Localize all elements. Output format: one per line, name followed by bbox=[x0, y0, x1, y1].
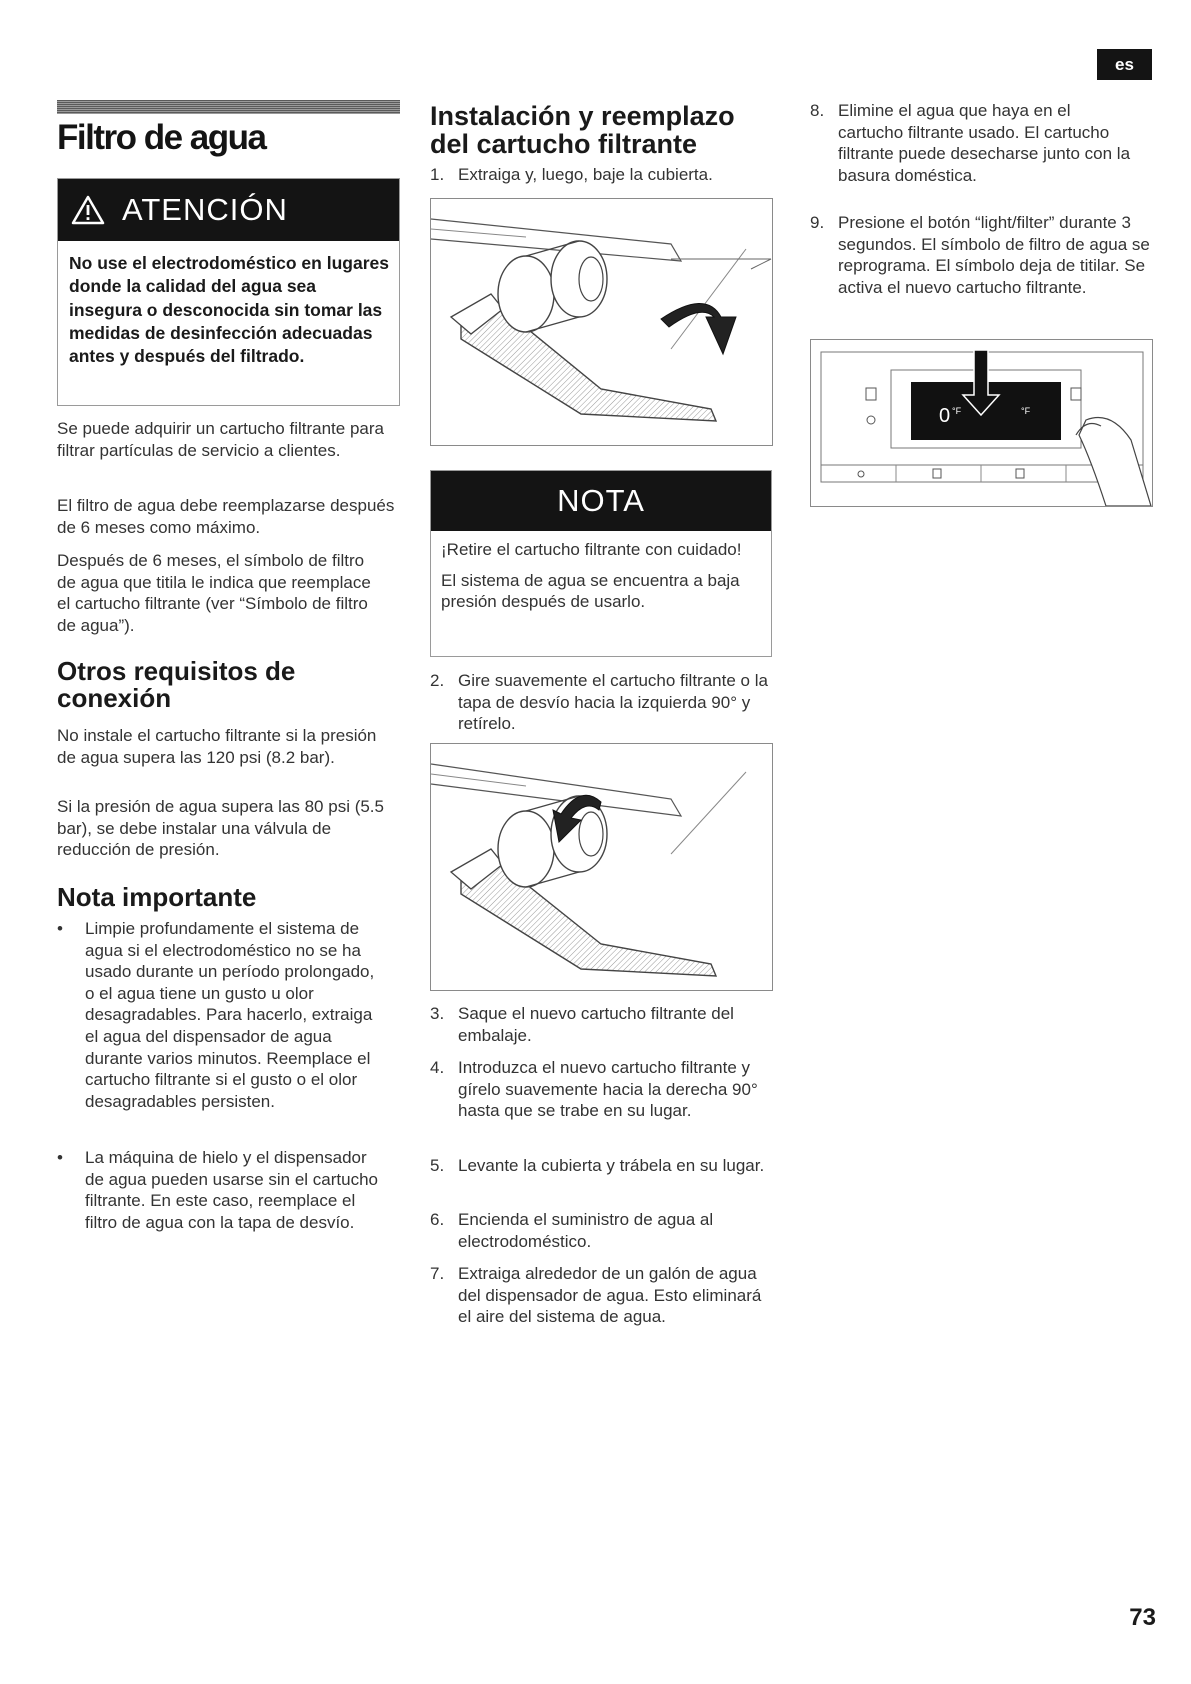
step-number: 1. bbox=[430, 165, 445, 184]
bullet-item bbox=[57, 918, 387, 1112]
warning-title: ATENCIÓN bbox=[122, 192, 288, 227]
warning-header bbox=[58, 179, 399, 241]
page-number: 73 bbox=[1129, 1604, 1156, 1631]
warning-triangle-icon bbox=[70, 194, 106, 226]
panel-unit-left: °F bbox=[952, 406, 962, 416]
bullet-text: Limpie profundamente el sistema de agua si el electrodoméstico no se ha usado durante un período prolongado, o el agua tiene un gusto u olor desagradables. Para hacerlo, extraiga el agua del dispensador de agua durante varios minutos. Reemplace el cartucho filtrante si el gusto o el olor desagradables persisten. bbox=[85, 919, 375, 1111]
filter-housing-drawing bbox=[431, 199, 772, 445]
bullet-marker: • bbox=[57, 1148, 63, 1167]
step-text: Presione el botón “light/filter” durante 3 segundos. El símbolo de filtro de agua se reprograma. El símbolo deja de titilar. Se activa el nuevo cartucho filtrante. bbox=[838, 213, 1150, 297]
step-item bbox=[430, 1003, 775, 1046]
paragraph: No instale el cartucho filtrante si la presión de agua supera las 120 psi (8.2 bar). bbox=[57, 726, 377, 767]
step-item bbox=[430, 670, 775, 735]
bullet-item bbox=[57, 1147, 387, 1233]
step-item bbox=[430, 1209, 775, 1252]
control-panel-illustration bbox=[810, 339, 1153, 507]
panel-unit-right: °F bbox=[1021, 406, 1031, 416]
step-number: 3. bbox=[430, 1004, 445, 1023]
top-rule bbox=[57, 100, 400, 114]
step-text: Extraiga alrededor de un galón de agua del dispensador de agua. Esto eliminará el aire del sistema de agua. bbox=[458, 1264, 762, 1327]
section-heading-other-requirements: Otros requisitos de conexión bbox=[57, 656, 296, 713]
step-item bbox=[430, 164, 780, 186]
filter-cover-lower-illustration bbox=[430, 198, 773, 446]
step-text: Encienda el suministro de agua al electrodoméstico. bbox=[458, 1210, 714, 1251]
step-text: Extraiga y, luego, baje la cubierta. bbox=[458, 165, 713, 184]
step-item bbox=[430, 1263, 775, 1328]
paragraph: Si la presión de agua supera las 80 psi (5.5 bar), se debe instalar una válvula de reducción de presión. bbox=[57, 797, 384, 860]
warning-text: No use el electrodoméstico en lugares donde la calidad del agua sea insegura o desconocida sin tomar las medidas de desinfección adecuadas antes y después del filtrado. bbox=[69, 253, 389, 367]
bullet-text: La máquina de hielo y el dispensador de agua pueden usarse sin el cartucho filtrante. En este caso, reemplace el filtro de agua con la tapa de desvío. bbox=[85, 1148, 378, 1232]
paragraph: Se puede adquirir un cartucho filtrante para filtrar partículas de servicio a clientes. bbox=[57, 419, 384, 460]
page-title: Filtro de agua bbox=[57, 118, 266, 157]
bullet-marker: • bbox=[57, 919, 63, 938]
note-paragraph: El sistema de agua se encuentra a baja presión después de usarlo. bbox=[441, 570, 740, 612]
step-number: 5. bbox=[430, 1156, 445, 1175]
note-paragraph: ¡Retire el cartucho filtrante con cuidado! bbox=[441, 540, 742, 559]
note-box bbox=[430, 470, 772, 657]
step-item bbox=[430, 1155, 775, 1177]
step-text: Levante la cubierta y trábela en su lugar. bbox=[458, 1156, 765, 1175]
note-title: NOTA bbox=[431, 471, 771, 531]
panel-temperature: 0 bbox=[939, 405, 951, 427]
section-heading-important-note: Nota importante bbox=[57, 882, 257, 912]
warning-box bbox=[57, 178, 400, 406]
step-number: 4. bbox=[430, 1058, 445, 1077]
control-panel-drawing bbox=[811, 340, 1152, 506]
paragraph: El filtro de agua debe reemplazarse después de 6 meses como máximo. bbox=[57, 496, 395, 537]
step-number: 2. bbox=[430, 671, 445, 690]
filter-cartridge-rotate-illustration bbox=[430, 743, 773, 991]
section-heading-installation: Instalación y reemplazo del cartucho filtrante bbox=[430, 101, 735, 159]
step-text: Saque el nuevo cartucho filtrante del embalaje. bbox=[458, 1004, 734, 1045]
note-body bbox=[431, 531, 771, 613]
paragraph: Después de 6 meses, el símbolo de filtro de agua que titila le indica que reemplace el cartucho filtrante (ver “Símbolo de filtro de agua”). bbox=[57, 551, 371, 635]
language-badge: es bbox=[1097, 49, 1152, 80]
step-number: 9. bbox=[810, 213, 825, 232]
step-item bbox=[430, 1057, 775, 1122]
step-item bbox=[810, 212, 1150, 298]
step-number: 7. bbox=[430, 1264, 445, 1283]
step-item bbox=[810, 100, 1140, 186]
step-text: Gire suavemente el cartucho filtrante o la tapa de desvío hacia la izquierda 90° y retírelo. bbox=[458, 671, 768, 734]
filter-rotate-drawing bbox=[431, 744, 772, 990]
step-text: Introduzca el nuevo cartucho filtrante y gírelo suavemente hacia la derecha 90° hasta que se trabe en su lugar. bbox=[458, 1058, 758, 1121]
step-text: Elimine el agua que haya en el cartucho filtrante usado. El cartucho filtrante puede desecharse junto con la basura doméstica. bbox=[838, 101, 1131, 185]
step-number: 8. bbox=[810, 101, 825, 120]
step-number: 6. bbox=[430, 1210, 445, 1229]
